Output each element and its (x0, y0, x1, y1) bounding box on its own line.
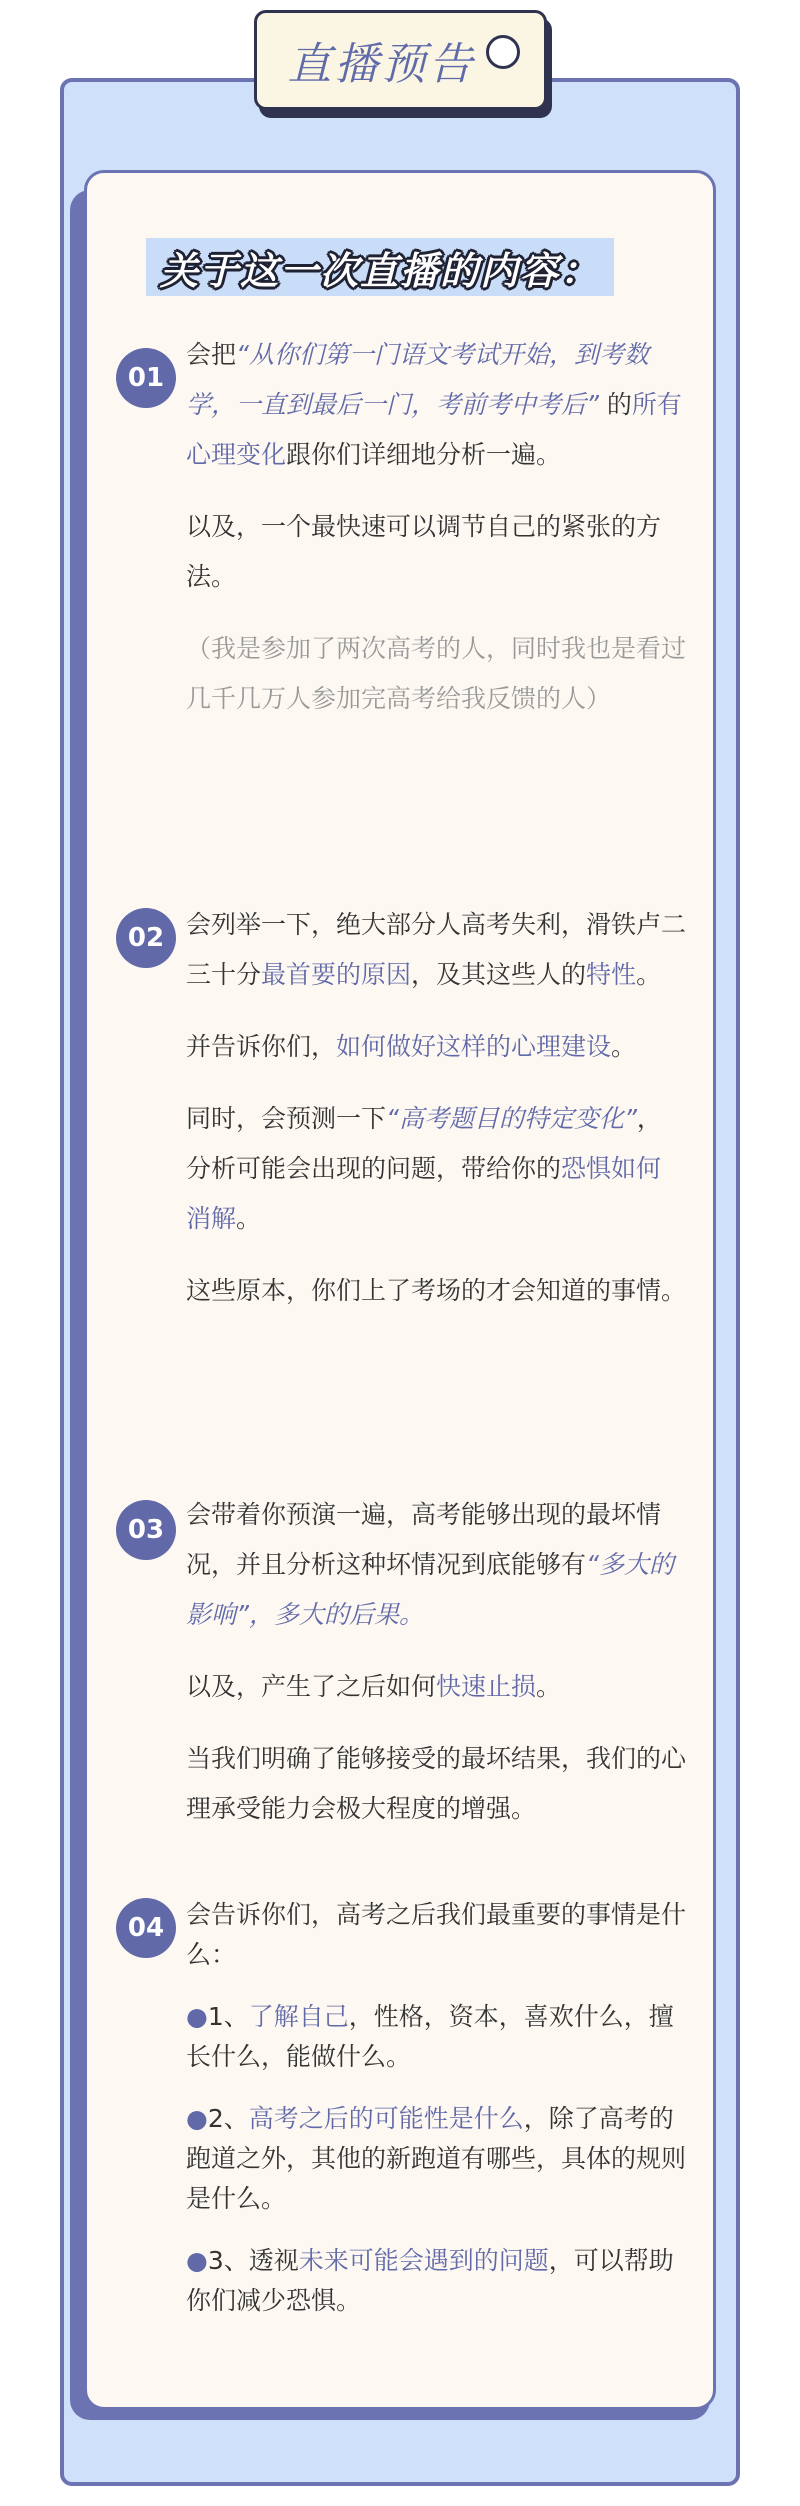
section-badge-03: 03 (116, 1500, 176, 1560)
text-span: 。 (536, 1672, 562, 1701)
section-03 (186, 1490, 686, 1856)
highlight: 快速止损 (436, 1672, 537, 1701)
quote-highlight: “高考题目的特定变化” (386, 1104, 637, 1133)
section-01-paragraph-2: 以及，一个最快速可以调节自己的紧张的方法。 (186, 512, 662, 591)
section-04-bullet-2 (186, 2099, 686, 2219)
text-span: 2、 (207, 2104, 249, 2133)
section-01-note: （我是参加了两次高考的人，同时我也是看过几千几万人参加完高考给我反馈的人） (186, 634, 687, 713)
headline: 关于这一次直播的内容： (160, 248, 601, 293)
quote-highlight: “从你们第一门语文考试开始，到考数学，一直到最后一门，考前考中考后” (186, 340, 649, 419)
text-span: 同时，会预测一下 (186, 1104, 387, 1133)
highlight: 如何做好这样的心理建设 (336, 1032, 612, 1061)
section-02-paragraph-1 (186, 900, 686, 1000)
highlight: 高考之后的可能性是什么 (248, 2104, 524, 2133)
title-tag (254, 10, 547, 110)
section-03-paragraph-2 (186, 1662, 686, 1712)
highlight: 了解自己 (248, 2002, 349, 2031)
bullet-icon: ● (186, 2104, 208, 2133)
text-span: ，分析可能会出现的问题，带给你的 (186, 1104, 662, 1183)
text-span: ，可以帮助你们减少恐惧。 (186, 2246, 674, 2315)
text-span: 。 (236, 1204, 262, 1233)
text-span: ，除了高考的跑道之外，其他的新跑道有哪些，具体的规则是什么。 (186, 2104, 687, 2213)
section-badge-01: 01 (116, 348, 176, 408)
circle-icon (486, 35, 520, 69)
headline-highlight (146, 238, 614, 296)
section-04-bullet-3 (186, 2241, 686, 2321)
section-badge-02: 02 (116, 908, 176, 968)
bullet-icon: ● (186, 2246, 208, 2275)
highlight: 所有心理变化 (186, 390, 682, 469)
section-04 (186, 1895, 686, 2343)
quote-highlight: “多大的影响”，多大的后果。 (186, 1550, 674, 1629)
text-span: 跟你们详细地分析一遍。 (286, 440, 562, 469)
section-01-paragraph-1 (186, 330, 686, 480)
section-02-paragraph-4: 这些原本，你们上了考场的才会知道的事情。 (186, 1276, 687, 1305)
bullet-icon: ● (186, 2002, 208, 2031)
section-04-bullet-1 (186, 1997, 686, 2077)
section-03-paragraph-1 (186, 1490, 686, 1640)
highlight: 未来可能会遇到的问题 (298, 2246, 549, 2275)
text-span: 会列举一下，绝大部分人高考失利，滑铁卢二三十分 (186, 910, 687, 989)
text-span: 3、透视 (207, 2246, 299, 2275)
section-04-paragraph-1: 会告诉你们，高考之后我们最重要的事情是什么： (186, 1900, 687, 1969)
section-01 (186, 330, 686, 746)
text-span: 会把 (186, 340, 237, 369)
text-span: 1、 (207, 2002, 249, 2031)
text-span: 会带着你预演一遍，高考能够出现的最坏情况，并且分析这种坏情况到底能够有 (186, 1500, 662, 1579)
text-span: ，及其这些人的 (411, 960, 587, 989)
highlight: 最首要的原因 (261, 960, 412, 989)
section-badge-04: 04 (116, 1898, 176, 1958)
section-02 (186, 900, 686, 1338)
text-span: ，性格，资本，喜欢什么，擅长什么，能做什么。 (186, 2002, 674, 2071)
page-title: 直播预告 (287, 39, 476, 90)
text-span: 。 (611, 1032, 637, 1061)
text-span: 。 (636, 960, 662, 989)
highlight: 特性 (586, 960, 637, 989)
highlight: 恐惧如何消解 (186, 1154, 662, 1233)
text-span: 以及，产生了之后如何 (186, 1672, 437, 1701)
section-02-paragraph-2 (186, 1022, 686, 1072)
text-span: 并告诉你们， (186, 1032, 337, 1061)
text-span: 的 (598, 390, 632, 419)
section-02-paragraph-3 (186, 1094, 686, 1244)
section-03-paragraph-3: 当我们明确了能够接受的最坏结果，我们的心理承受能力会极大程度的增强。 (186, 1744, 687, 1823)
